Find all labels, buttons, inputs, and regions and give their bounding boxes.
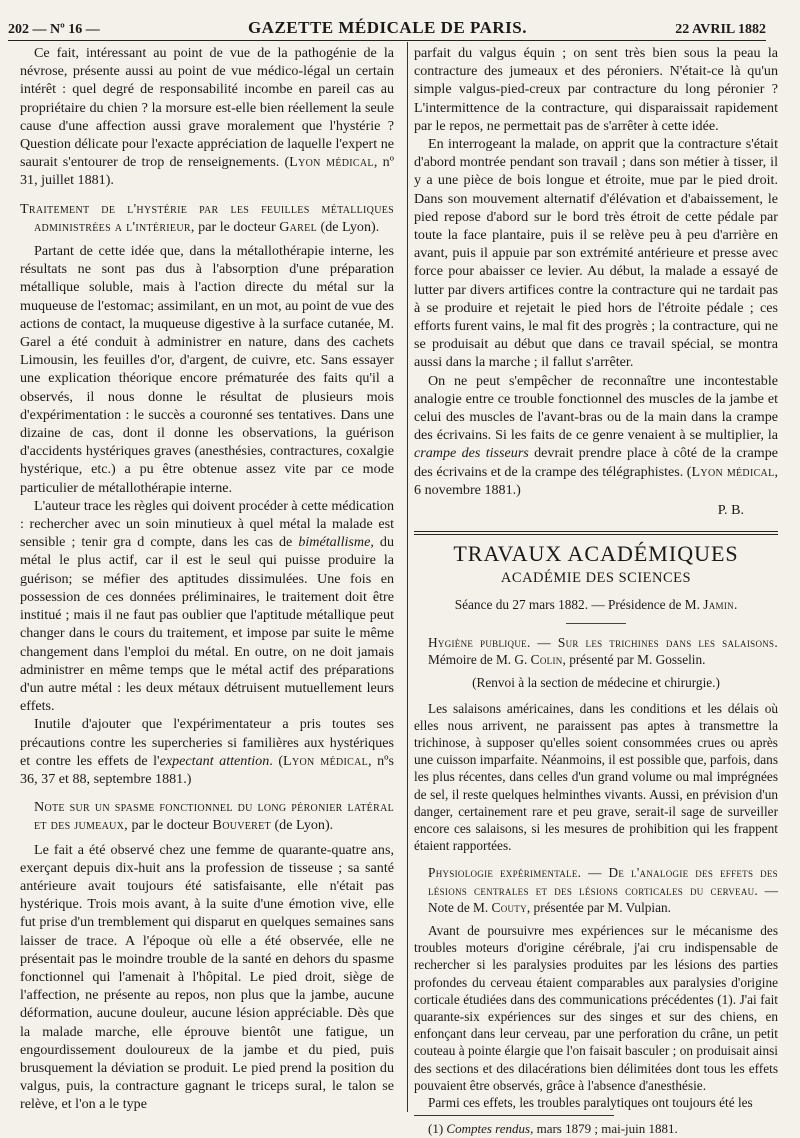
- paragraph: En interrogeant la malade, on apprit que la contracture s'était d'abord montrée pendant son travail ; dans son métier à tisser, il y a une pièce de bois longue et étroite, mue par le pied droit. Dans son mouvement alternatif d'élévation et d'abaissement, le pied repose d'abord sur le bord très étroit de cette pédale par toute la face plantaire, puis il se relève peu à peu d'arrière en avant, puis il appuie par son extrémité antérieure et presse avec force pour abaisser ce levier. Au début, la malade a essayé de lutter par divers artifices contre la contracture qui ne tardait pas à se produire et rejetait le pied hors de l'étroite pédale ; ces efforts furent vains, le mal fit des progrès ; la contracture, qui ne se produisait au début que dans ce travail spécial, se montra aussi dans la marche ; il fallut s'arrêter.: [414, 136, 778, 371]
- paragraph: On ne peut s'empêcher de reconnaître une incontestable analogie entre ce trouble fonctionnel des muscles de la jambe et celui des muscles de l'avant-bras ou de la main dans la crampe des écrivains. Si les faits de ce genre venaient à se multiplier, la crampe des tisseurs devrait prendre place à côté de la crampe des écrivains et de la crampe des télégraphistes. (Lyon médical, 6 novembre 1881.): [414, 372, 779, 498]
- right-column: [414, 44, 778, 1138]
- paragraph: parfait du valgus équin ; on sent très bien sous la peau la contracture des jumeaux et des péroniers. N'était-ce là qu'un simple valgus-pied-creux par contracture du long péronier ? L'intermittence de la contracture, qui disparaissait rapidement par le repos, ne permettait pas de s'arrêter à cette idée.: [414, 45, 778, 134]
- article-heading: Traitement de l'hystérie par les feuilles métalliques administrées a l'intérieur, par le docteur Garel (de Lyon).: [20, 200, 394, 235]
- referral-note: (Renvoi à la section de médecine et chirurgie.): [472, 675, 720, 691]
- page-header: [0, 8, 800, 38]
- article-heading: Hygiène publique. — Sur les trichines dans les salaisons. Mémoire de M. G. Colin, présenté par M. Gosselin.: [428, 634, 778, 668]
- left-column: [20, 44, 394, 1114]
- paragraph: Inutile d'ajouter que l'expérimentateur a pris toutes ses précautions contre les supercheries si familières aux hystériques et contre les effets de l'expectant attention. (Lyon médical, nºs 36, 37 et 88, septembre 1881.): [20, 716, 395, 787]
- section-title: TRAVAUX ACADÉMIQUES: [453, 541, 739, 567]
- paragraph: Ce fait, intéressant au point de vue de la pathogénie de la névrose, présente aussi au point de vue médico-légal un certain intérêt : quel degré de responsabilité incombe en pareil cas au propriétaire du chien ? la morsure est-elle bien réellement la seule cause d'une affection aussi grave moralement que l'hystérie ? Question délicate pour l'exacte appréciation de laquelle l'expert ne saurait s'entourer de trop de renseignements. (Lyon médical, nº 31, juillet 1881).: [20, 45, 395, 189]
- paragraph: Avant de poursuivre mes expériences sur le mécanisme des troubles moteurs d'origine cérébrale, j'ai cru indispensable de rechercher si les paralysies produites par les lésions des parties profondes du cerveau étaient comparables aux paralysies d'origine corticale étudiées dans des communications précédentes (1). J'ai fait quarante-six expériences sur des singes et sur des chiens, en enfonçant dans leur cerveau, par une perforation du crâne, un petit couteau à pointe élargie que l'on faisait basculer ; on produisait ainsi des sections et des dilacérations bien délimitées dont tous les effets pouvaient être observés, grâce à l'absence d'anesthésie.: [414, 922, 778, 1093]
- session-line: Séance du 27 mars 1882. — Présidence de M. Jamin.: [454, 596, 738, 612]
- paragraph: Parmi ces effets, les troubles paralytiques ont toujours été les: [428, 1094, 753, 1110]
- journal-title: GAZETTE MÉDICALE DE PARIS.: [247, 18, 528, 37]
- article-heading: Physiologie expérimentale. — De l'analogie des effets des lésions centrales et des lésions corticales du cerveau. — Note de M. Couty, présentée par M. Vulpian.: [428, 865, 778, 915]
- issue-date: 22 AVRIL 1882: [675, 22, 766, 37]
- header-rule: [8, 40, 766, 41]
- signature: P. B.: [717, 502, 744, 519]
- column-divider: [407, 42, 408, 1112]
- article-heading: Note sur un spasme fonctionnel du long péronier latéral et des jumeaux, par le docteur Bouveret (de Lyon).: [34, 799, 394, 834]
- section-rule: [414, 531, 778, 535]
- paragraph: L'auteur trace les règles qui doivent procéder à cette médication : rechercher avec un soin minutieux à quel métal la malade est sensible ; tenir gra d compte, dans les cas de bimétallisme, du métal le plus actif, car il est le seul qui puisse produire la guérison; se méfier des aptitudes dissimulées. Une fois en possession de ces données préliminaires, le traitement doit être institué ; mais il ne faut pas oublier que l'aptitude métallique peut changer dans le cours du traitement, et impose par suite le même changement dans l'emploi du métal. En outre, on ne doit jamais administrer en même temps que le métal actif des préparations d'un autre métal : les deux métaux détruisent mutuellement leurs effets.: [20, 497, 394, 715]
- short-rule: [566, 623, 626, 624]
- paragraph: Les salaisons américaines, dans les conditions et les délais où elles nous arrivent, ne paraissent pas aptes à transmettre la trichinose, à supposer qu'elles soient consommées crues ou après une cuisson imparfaite. Néanmoins, il est possible que, parfois, dans les plus récentes, dans celles d'un grand volume ou mal imprégnées de sel, il reste quelques helminthes vivants. Aussi, en prévision d'un danger, certainement rare et peu grave, serait-il sage de surveiller encore ces salaisons, si les mesures de prohibition qui les frappent étaient rapportées.: [414, 700, 778, 854]
- page-number: 202 — Nº 16 —: [8, 22, 100, 37]
- paragraph: Partant de cette idée que, dans la métallothérapie interne, les résultats ne sont pas dus à l'absorption d'une préparation métallique soluble, mais à l'action directe du métal sur la muqueuse de l'estomac; assimilant, en un mot, au point de vue des actions de contact, la muqueuse digestive à la surface cutanée, M. Garel a été conduit à administrer en nature, dans des cachets Limousin, les feuilles d'or, d'argent, de cuivre, etc. Sans essayer une explication théorique encore prématurée des faits qu'il a observés, il nous donne le résultat de plusieurs mois d'expérimentation : le succès a couronné ses tentatives. Dans une dizaine de cas, dont il donne les observations, la guérison d'accidents hystériques graves (anesthésies, contractures, coxalgie hystérique, etc.) a pu être obtenue assez vite par ce mode particulier de métallothérapie interne.: [20, 243, 394, 496]
- paragraph: Le fait a été observé chez une femme de quarante-quatre ans, exerçant depuis dix-huit ans la profession de tisseuse ; sa santé antérieure avait toujours été satisfaisante, elle n'était pas hystérique. Trois mois avant, à la suite d'une émotion vive, elle fut prise d'un tremblement qui disparut en quelques semaines sans laisser de trace. A l'époque où elle a été observée, elle ne présentait pas le moindre trouble de la santé en dehors du spasme fonctionnel qui l'amenait à l'hôpital. Le pied droit, siège de l'affection, ne présente au repos, non plus que la jambe, aucune déformation, aucune douleur, aucune lésion appréciable. Dès que la malade marche, elle éprouve bientôt une fatigue, un engourdissement douloureux de la jambe et du pied, puis brusquement la déviation se produit. Le pied prend la position du valgus, puis, la contracture gagnant le triceps sural, le talon se relève, et l'on a le type: [20, 841, 394, 1113]
- academy-name: ACADÉMIE DES SCIENCES: [500, 570, 692, 587]
- footnote: (1) Comptes rendus, mars 1879 ; mai-juin 1881.: [428, 1121, 678, 1137]
